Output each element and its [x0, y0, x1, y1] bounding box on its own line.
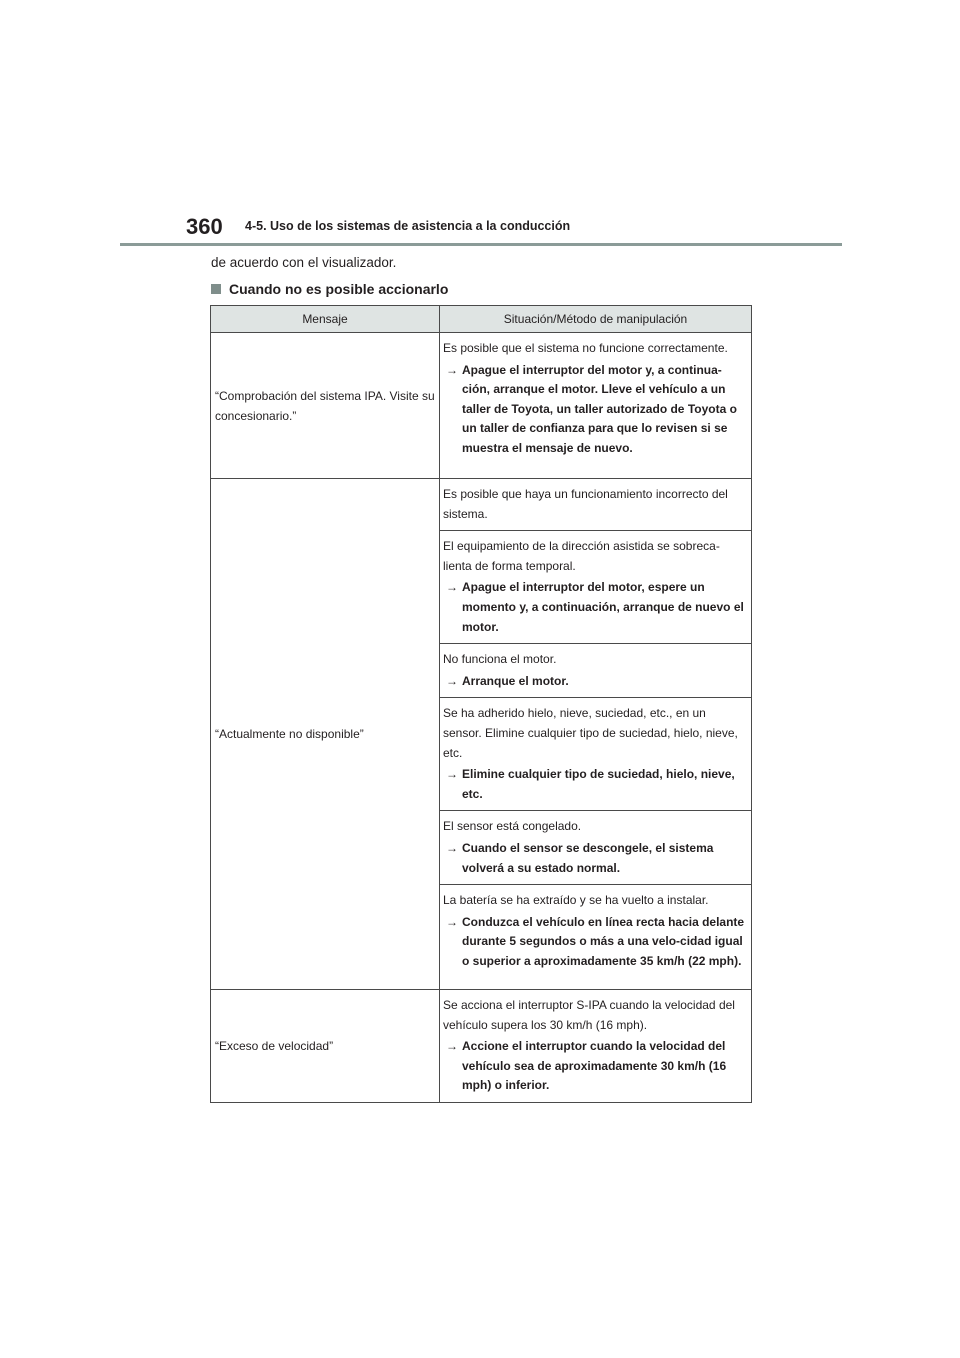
action-text: Apague el interruptor del motor y, a continua-ción, arranque el motor. Lleve el vehículo a un taller de Toyota, un taller autorizado de Toyota o un taller de confianza para que lo revisen si se muestra el mensaje de nuevo. [462, 362, 737, 455]
action-text: Arranque el motor. [462, 673, 569, 688]
action-text: Conduzca el vehículo en línea recta hacia delante durante 5 segundos o más a una velo-cidad igual o superior a aproximadamente 35 km/h (22 mph). [462, 914, 745, 968]
arrow-icon: → [446, 362, 458, 377]
table-row [211, 990, 752, 1103]
arrow-icon: → [446, 1039, 458, 1054]
subheading [211, 281, 448, 297]
situation-text: Se acciona el interruptor S-IPA cuando la velocidad del vehículo supera los 30 km/h (16 mph). [443, 998, 735, 1032]
situation-cell [440, 479, 752, 531]
header-situation: Situación/Método de manipulación [440, 306, 752, 333]
situation-text: El sensor está congelado. [443, 819, 582, 834]
arrow-icon: → [446, 673, 458, 688]
situation-text: Es posible que haya un funcionamiento incorrecto del sistema. [443, 487, 728, 521]
action-item [443, 913, 747, 972]
arrow-icon: → [446, 767, 458, 782]
action-item [443, 839, 747, 878]
action-item [443, 1037, 747, 1096]
situation-cell [440, 531, 752, 644]
situation-cell [440, 698, 752, 811]
page-number: 360 [186, 214, 223, 239]
message-cell: “Exceso de velocidad” [211, 990, 440, 1103]
section-title: 4-5. Uso de los sistemas de asistencia a la conducción [245, 219, 571, 233]
situation-text: Es posible que el sistema no funcione correctamente. [443, 341, 728, 355]
message-cell: “Actualmente no disponible” [211, 479, 440, 990]
action-item [443, 361, 747, 459]
table-row [211, 333, 752, 479]
situation-cell [440, 811, 752, 885]
action-item [443, 765, 747, 804]
header-divider [120, 243, 842, 246]
situation-cell [440, 885, 752, 990]
situation-text: La batería se ha extraído y se ha vuelto a instalar. [443, 893, 709, 908]
message-table [210, 305, 752, 1103]
situation-text: El equipamiento de la dirección asistida se sobreca-lienta de forma temporal. [443, 539, 720, 573]
situation-cell [440, 990, 752, 1103]
arrow-icon: → [446, 580, 458, 595]
table-row [211, 479, 752, 531]
action-text: Apague el interruptor del motor, espere un momento y, a continuación, arranque de nuevo el motor. [462, 580, 744, 634]
arrow-icon: → [446, 914, 458, 929]
action-item [443, 578, 747, 637]
situation-cell [440, 333, 752, 479]
action-item [443, 672, 747, 692]
situation-text: Se ha adherido hielo, nieve, suciedad, etc., en un sensor. Elimine cualquier tipo de suciedad, hielo, nieve, etc. [443, 706, 738, 760]
situation-cell [440, 644, 752, 698]
action-text: Accione el interruptor cuando la velocidad del vehículo sea de aproximadamente 30 km/h (16 mph) o inferior. [462, 1039, 727, 1093]
situation-text: No funciona el motor. [443, 652, 557, 667]
action-text: Elimine cualquier tipo de suciedad, hielo, nieve, etc. [462, 767, 735, 801]
intro-text: de acuerdo con el visualizador. [211, 255, 397, 270]
message-cell: “Comprobación del sistema IPA. Visite su concesionario.” [211, 333, 440, 479]
arrow-icon: → [446, 840, 458, 855]
square-bullet-icon [211, 284, 221, 294]
subheading-label: Cuando no es posible accionarlo [229, 281, 449, 297]
header-message: Mensaje [211, 306, 440, 333]
table-header-row [211, 306, 752, 333]
action-text: Cuando el sensor se descongele, el sistema volverá a su estado normal. [462, 840, 714, 875]
